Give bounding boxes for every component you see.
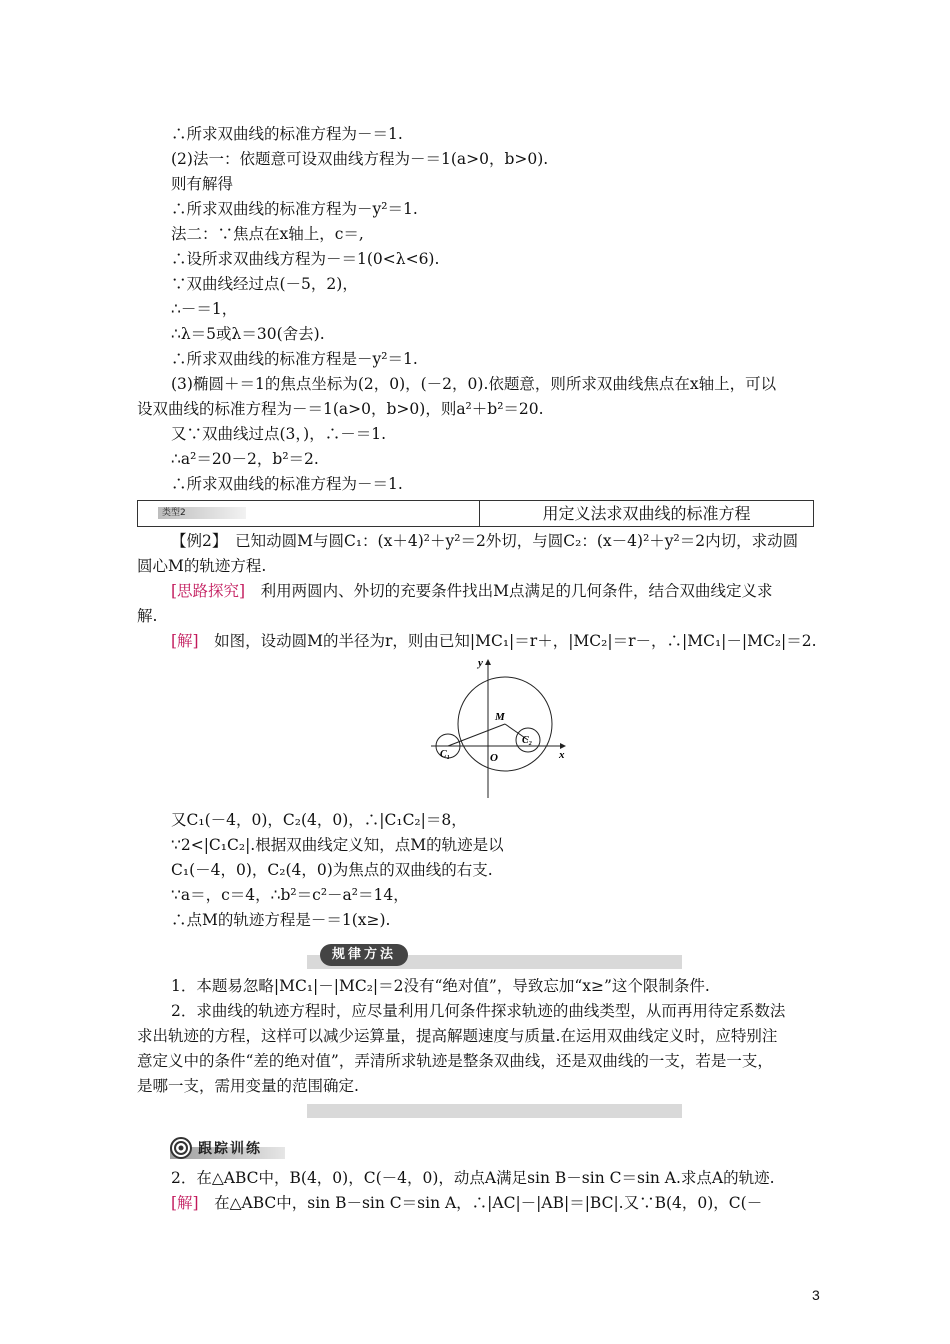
text-line: 法二：∵焦点在x轴上，c＝, (171, 225, 364, 243)
m-label: M (495, 711, 505, 723)
text-line: (2)法一：依题意可设双曲线方程为－＝1(a>0，b>0). (171, 150, 549, 168)
example-line: 【例2】 已知动圆M与圆C₁：(x＋4)²＋y²＝2外切，与圆C₂：(x－4)²＋y²＝2内切，求动圆 (171, 532, 799, 550)
method-line: 意定义中的条件“差的绝对值”，弄清所求轨迹是整条双曲线，还是双曲线的一支，若是一支， (137, 1052, 773, 1070)
solution-tag: [解] (171, 632, 199, 650)
y-axis-arrow (485, 659, 491, 665)
type-tag-cell (138, 501, 480, 526)
segment-mc1 (448, 724, 505, 746)
text-line: ∴点M的轨迹方程是－＝1(x≥). (171, 911, 391, 929)
y-label: y (478, 657, 483, 669)
text-line: ∴所求双曲线的标准方程为－y²＝1. (171, 200, 418, 218)
method-line: 是哪一支，需用变量的范围确定. (137, 1077, 359, 1095)
method-line: 1．本题易忽略|MC₁|－|MC₂|＝2没有“绝对值”，导致忘加“x≥”这个限制条件. (171, 977, 710, 995)
section-title: 用定义法求双曲线的标准方程 (542, 504, 751, 523)
text-line: ∴λ＝5或λ＝30(舍去). (171, 325, 325, 343)
target-icon (170, 1137, 192, 1159)
c1-label: C₁ (440, 749, 451, 760)
exercise-question: 2．在△ABC中，B(4，0)，C(－4，0)，动点A满足sin B－sin C＝sin A.求点A的轨迹. (171, 1169, 775, 1187)
exercise-solution (171, 1193, 762, 1213)
method-line: 2．求曲线的轨迹方程时，应尽量利用几何条件探求轨迹的曲线类型，从而再用待定系数法 (171, 1002, 786, 1020)
type-tag: 类型2 (158, 507, 246, 519)
text-line: ∴设所求双曲线方程为－＝1(0<λ<6). (171, 250, 440, 268)
text-line: C₁(－4，0)，C₂(4，0)为焦点的双曲线的右支. (171, 861, 493, 879)
text-line: ∴所求双曲线的标准方程为－＝1. (171, 125, 403, 143)
text-line: ∴a²＝20－2，b²＝2. (171, 450, 319, 468)
text-line: 又C₁(－4，0)，C₂(4，0)，∴|C₁C₂|＝8， (171, 811, 467, 829)
text-line: 又∵双曲线过点(3，)，∴－＝1. (171, 425, 386, 443)
think-tag: [思路探究] (171, 582, 246, 600)
text-line: 则有解得 (171, 175, 234, 193)
method-end-band (307, 1104, 682, 1118)
exercise-solution-tag: [解] (171, 1194, 199, 1212)
method-tag: 规律方法 (320, 944, 408, 966)
method-line: 求出轨迹的方程，这样可以减少运算量，提高解题速度与质量.在运用双曲线定义时，应特别注 (137, 1027, 778, 1045)
solution-text: 如图，设动圆M的半径为r，则由已知|MC₁|＝r＋，|MC₂|＝r－，∴|MC₁|－|MC₂|＝2. (198, 632, 817, 650)
solution-line (171, 631, 817, 651)
text-line: 设双曲线的标准方程为－＝1(a>0，b>0)，则a²＋b²＝20. (137, 400, 544, 418)
text-line: ∵a＝，c＝4，∴b²＝c²－a²＝14， (171, 886, 409, 904)
section-type-bar (137, 500, 814, 527)
page-number: 3 (812, 1287, 820, 1303)
circle-figure (428, 653, 568, 801)
think-line: 解. (137, 607, 158, 625)
o-label: O (490, 752, 498, 764)
x-label: x (559, 749, 565, 761)
text-line: (3)椭圆＋＝1的焦点坐标为(2，0)，(－2，0).依题意，则所求双曲线焦点在x轴上，可以 (171, 375, 777, 393)
c2-label: C₂ (522, 735, 533, 746)
text-line: ∵2<|C₁C₂|.根据双曲线定义知，点M的轨迹是以 (171, 836, 504, 854)
think-text: 利用两圆内、外切的充要条件找出M点满足的几何条件，结合双曲线定义求 (245, 582, 773, 600)
text-line: ∵双曲线经过点(－5，2)， (171, 275, 358, 293)
text-line: ∴－＝1， (171, 300, 238, 318)
text-line: ∴所求双曲线的标准方程为－＝1. (171, 475, 403, 493)
text-line: ∴所求双曲线的标准方程是－y²＝1. (171, 350, 418, 368)
think-line (171, 581, 772, 601)
exercise-solution-text: 在△ABC中，sin B－sin C＝sin A，∴|AC|－|AB|＝|BC|.又∵B(4，0)，C(－ (198, 1194, 763, 1212)
follow-header (170, 1137, 262, 1159)
follow-tag: 跟踪训练 (198, 1141, 262, 1157)
example-line: 圆心M的轨迹方程. (137, 557, 267, 575)
